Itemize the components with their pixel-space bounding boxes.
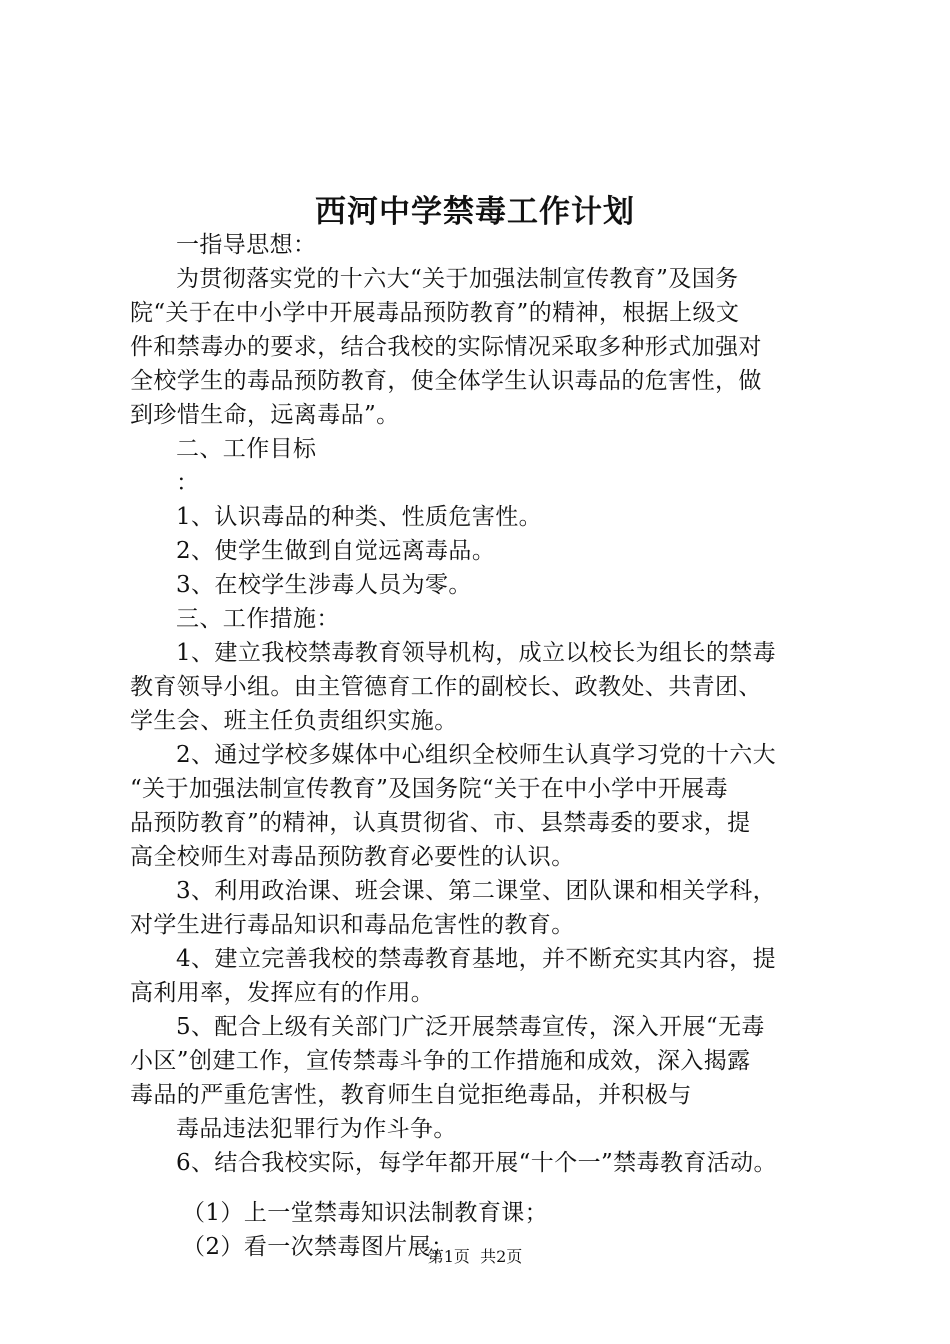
heading-guiding-thought: 一指导思想： (176, 232, 317, 258)
heading-work-measures: 三、工作措施： (176, 606, 340, 632)
document-title: 西河中学禁毒工作计划 (315, 194, 635, 230)
page-footer (0, 1244, 950, 1267)
document-body (130, 228, 832, 1264)
measure-line: 对学生进行毒品知识和毒品危害性的教育。 (130, 912, 575, 938)
paragraph-line: 全校学生的毒品预防教育，使全体学生认识毒品的危害性，做 (130, 368, 762, 394)
goal-item: 3、在校学生涉毒人员为零。 (176, 572, 472, 598)
measure-line: 毒品违法犯罪行为作斗争。 (176, 1116, 457, 1142)
goal-item: 1、认识毒品的种类、性质危害性。 (176, 504, 543, 530)
measure-line: 2、通过学校多媒体中心组织全校师生认真学习党的十六大 (176, 742, 777, 768)
measure-line: 高全校师生对毒品预防教育必要性的认识。 (130, 844, 575, 870)
activity-item: （2）看一次禁毒图片展； (182, 1234, 455, 1260)
page-number-label: 第1页 共2页 (427, 1247, 523, 1266)
paragraph-line: 件和禁毒办的要求，结合我校的实际情况采取多种形式加强对 (130, 334, 762, 360)
activity-item: （1）上一堂禁毒知识法制教育课； (182, 1200, 549, 1226)
measure-line: 教育领导小组。由主管德育工作的副校长、政教处、共青团、 (130, 674, 762, 700)
goal-item: 2、使学生做到自觉远离毒品。 (176, 538, 496, 564)
measure-line: 5、配合上级有关部门广泛开展禁毒宣传，深入开展“无毒 (176, 1014, 765, 1040)
paragraph-line: 院“关于在中小学中开展毒品预防教育”的精神，根据上级文 (130, 300, 740, 326)
measure-line: 1、建立我校禁毒教育领导机构，成立以校长为组长的禁毒 (176, 640, 777, 666)
measure-line: 4、建立完善我校的禁毒教育基地，并不断充实其内容，提 (176, 946, 777, 972)
paragraph-line: ： (176, 470, 200, 496)
measure-line: 3、利用政治课、班会课、第二课堂、团队课和相关学科， (176, 878, 777, 904)
measure-line: “关于加强法制宣传教育”及国务院“关于在中小学中开展毒 (130, 776, 729, 802)
paragraph-line: 为贯彻落实党的十六大“关于加强法制宣传教育”及国务 (176, 266, 739, 292)
measure-line: 小区”创建工作，宣传禁毒斗争的工作措施和成效，深入揭露 (130, 1048, 751, 1074)
paragraph-gap (130, 1180, 832, 1196)
measure-line: 6、结合我校实际，每学年都开展“十个一”禁毒教育活动。 (176, 1150, 777, 1176)
measure-line: 高利用率，发挥应有的作用。 (130, 980, 435, 1006)
measure-line: 毒品的严重危害性，教育师生自觉拒绝毒品，并积极与 (130, 1082, 692, 1108)
measure-line: 品预防教育”的精神，认真贯彻省、市、县禁毒委的要求，提 (130, 810, 751, 836)
heading-work-goals: 二、工作目标 (176, 436, 317, 462)
measure-line: 学生会、班主任负责组织实施。 (130, 708, 458, 734)
paragraph-line: 到珍惜生命，远离毒品”。 (130, 402, 400, 428)
